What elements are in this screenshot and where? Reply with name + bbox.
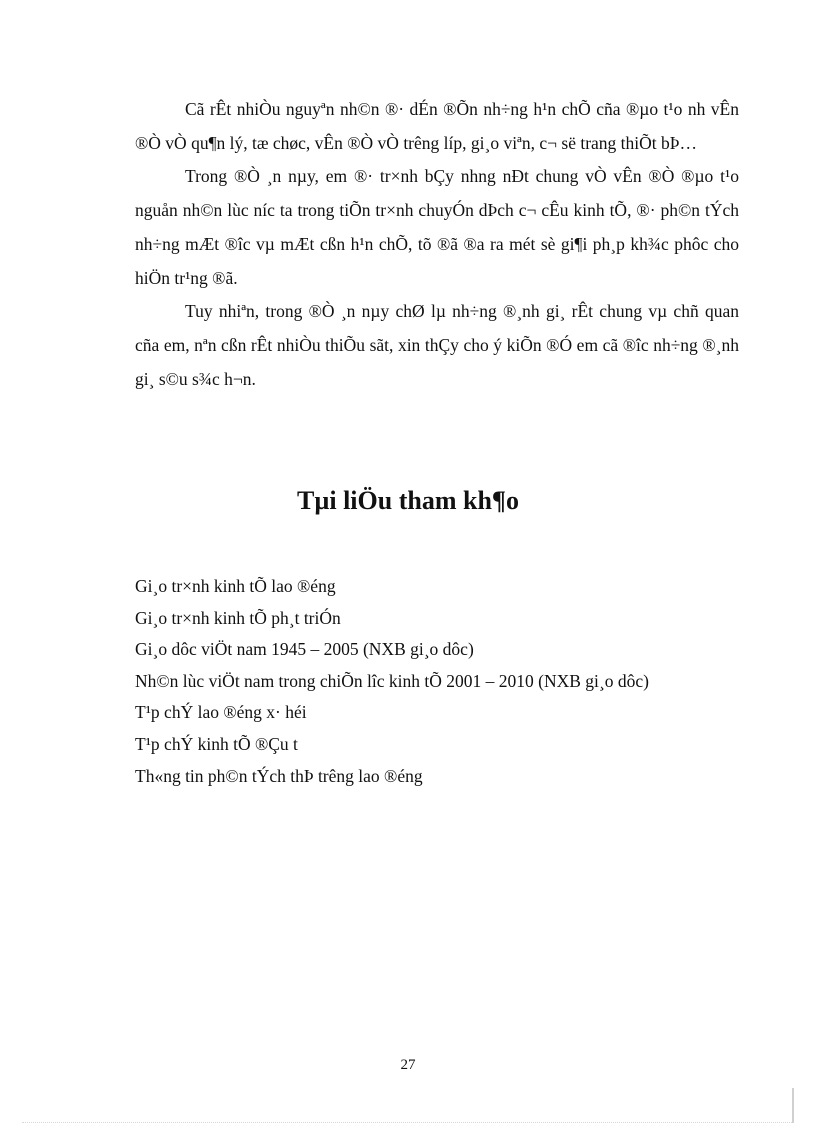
page-number: 27 [400, 1057, 416, 1073]
paragraph: Cã rÊt nhiÒu nguyªn nh©n ®· dÉn ®Õn nh÷ng h¹n chÕ cña ®µo t¹o nh vÊn ®Ò vÒ qu¶n lý, tæ chøc, vÊn ®Ò vÒ trêng líp, gi¸o viªn, c¬ së trang thiÕt bÞ… [135, 99, 739, 153]
references-heading: Tµi liÖu tham kh¶o [297, 486, 519, 515]
page-edge-shadow [792, 1088, 794, 1123]
reference-item: Gi¸o tr×nh kinh tÕ ph¸t triÓn [135, 607, 341, 628]
references-list [135, 571, 755, 792]
reference-item: Nh©n lùc viÖt nam trong chiÕn lîc kinh tÕ 2001 – 2010 (NXB gi¸o dôc) [135, 670, 649, 691]
reference-item: Th«ng tin ph©n tÝch thÞ trêng lao ®éng [135, 765, 423, 786]
reference-item: T¹p chÝ lao ®éng x· héi [135, 702, 307, 723]
paragraph: Tuy nhiªn, trong ®Ò ¸n nµy chØ lµ nh÷ng ®¸nh gi¸ rÊt chung vµ chñ quan cña em, nªn cßn rÊt nhiÒu thiÕu sãt, xin thÇy cho ý kiÕn ®Ó em cã ®îc nh÷ng ®¸nh gi¸ s©u s¾c h¬n. [135, 301, 739, 389]
paragraph: Trong ®Ò ¸n nµy, em ®· tr×nh bÇy nhng nÐt chung vÒ vÊn ®Ò ®µo t¹o nguån nh©n lùc níc ta trong tiÕn tr×nh chuyÓn dÞch c¬ cÊu kinh tÕ, ®· ph©n tÝch nh÷ng mÆt ®îc vµ mÆt cßn h¹n chÕ, tõ ®ã ®a ra mét sè gi¶i ph¸p kh¾c phôc cho hiÖn tr¹ng ®ã. [135, 166, 739, 288]
reference-item: T¹p chÝ kinh tÕ ®Çu t [135, 733, 298, 754]
reference-item: Gi¸o dôc viÖt nam 1945 – 2005 (NXB gi¸o dôc) [135, 639, 474, 660]
reference-item: Gi¸o tr×nh kinh tÕ lao ®éng [135, 576, 336, 596]
conclusion-section [135, 93, 739, 396]
